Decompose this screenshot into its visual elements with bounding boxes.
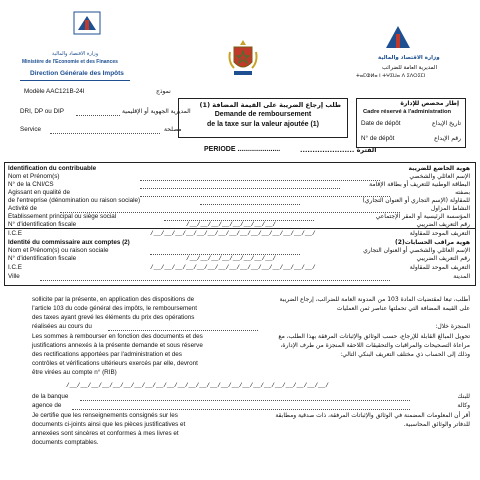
left-ministry-ar: وزارة الاقتصاد والمالية [52,51,99,57]
cac-ice-label-ar: التعريف الموحد للمقاولة [409,264,470,271]
agissant-field[interactable] [140,190,390,197]
activite-label-ar: النشاط المزاول [430,205,470,212]
certify-fr-line-4: documents comptables. [32,439,99,446]
nom-prenom-field[interactable] [140,174,380,181]
ice-boxes[interactable]: /__/__/__/__/__/__/__/__/__/__/__/__/__/__/__/ [150,230,316,237]
cni-label-ar: البطاقة الوطنية للتعريف أو بطاقة الإقامة [369,181,470,188]
certify-fr-line-3: annexées sont sincères et conformes à mes livres et [32,430,179,437]
body-fr-line-4: réalisées au cours du [32,323,92,330]
certify-ar-line-1: أقر أن المعلومات المضمنة في الوثائق والإثباتات المرفقة، ذات صدقية ومطابقة [275,412,470,419]
body-ar-line-5: مراعاة التصحيحات والمراقبات والتحقيقات اللاحقة المنجزة من طرف الإدارة، [280,342,470,349]
service-label: Service [20,126,41,133]
dgi-title: Direction Générale des Impôts [30,70,124,77]
body-fr-line-2: l'article 103 du code général des impôts, le remboursement [32,305,198,312]
ministry-logo-left [52,8,122,56]
banque-field[interactable] [80,394,410,401]
ville-label: Ville [8,273,20,280]
etablissement-label-ar: المؤسسة الرئيسية أو المقر الإجتماعي [375,213,470,220]
contribuable-title: Identification du contribuable [8,165,97,172]
ministry-logo-right [378,22,418,52]
agence-field[interactable] [72,403,410,410]
cni-label: N° de la CNI/CS [8,181,54,188]
admin-date-label-ar: تاريخ الإيداع [431,120,461,127]
entreprise-label-ar: للمقاولة (الإسم التجاري أو العنوان التجاري) [362,197,470,204]
admin-title-fr: Cadre réservé à l'administration [363,109,452,115]
ice-label-ar: التعريف الموحد للمقاولة [409,230,470,237]
body-fr-line-8: contrôles et vérifications ultérieurs exercés par elle, devront [32,360,198,367]
model-number: Modèle AAC121B-24I [24,88,85,95]
entreprise-label: de l'entreprise (dénomination ou raison sociale) [8,197,141,204]
cac-nom-label: Nom et Prénom(s) ou raison sociale [8,247,109,254]
cac-if-label: N° d'identification fiscale [8,255,77,262]
title-box [178,98,348,138]
body-fr-line-1: sollicite par la présente, en application des dispositions de [32,296,195,303]
if-label: N° d'identification fiscale [8,221,77,228]
certify-ar-line-2: للدفاتر والوثائق المحاسبية. [403,421,470,428]
agissant-label-ar: بصفته [455,189,470,196]
coat-of-arms-icon [228,38,258,78]
agissant-label: Agissant en qualité de [8,189,70,196]
commissaire-title-ar: هوية مراقب الحسابات(2) [395,239,470,246]
cni-field[interactable] [140,182,340,189]
body-fr-line-6: justifications annexés à la présente demande et sous réserve [32,342,203,349]
agence-label: agence de [32,402,62,409]
if-label-ar: رقم التعريف الضريبي [416,221,470,228]
model-label-ar: نموذج [156,88,171,95]
cac-if-label-ar: رقم التعريف الضريبي [416,255,470,262]
cac-ice-boxes[interactable]: /__/__/__/__/__/__/__/__/__/__/__/__/__/__/__/ [150,264,316,271]
periode-fr: PERIODE ...................... [204,146,281,153]
right-dgi-ar: المديرية العامة للضرائب [382,65,437,71]
service-dots [50,127,160,134]
agence-label-ar: وكالة [457,402,470,409]
body-ar-line-6: وذلك إلى الحساب ذي مختلف التعريف البنكي التالي: [340,351,470,358]
entreprise-field[interactable] [200,198,300,205]
dgi-underline [20,80,130,81]
admin-date-label: Date de dépôt [361,120,401,127]
admin-box [356,98,466,148]
activite-field[interactable] [60,206,400,213]
body-ar-line-4: تحويل المبالغ القابلة للإرجاع، حسب الوثائق والإثباتات المرفقة بهذا الطلب، مع [278,333,470,340]
body-ar-line-1: أطلب، تبعا لمقتضيات المادة 103 من المدونة العامة للضرائب، إرجاع الضريبة [279,296,470,303]
cac-nom-label-ar: الإسم العائلي والشخصي أو العنوان التجاري [363,247,470,254]
admin-num-label-ar: رقم الإيداع [434,135,461,142]
title-ar: طلب إرجاع الضريبة على القيمة المضافة (1) [199,101,341,109]
body-fr-line-7: des rectifications apportées par l'administration et des [32,351,182,358]
dri-label: DRI, DP ou DIP [20,108,64,115]
certify-fr-line-1: Je certifie que les renseignements consignés sur les [32,412,178,419]
commissaire-title: Identité du commissaire aux comptes (2) [8,239,130,246]
activite-label: Activité de [8,205,38,212]
nom-prenom-label-ar: الإسم العائلي والشخصي [409,173,470,180]
dri-dots [76,109,120,116]
body-fr-line-9: être virées au compte n° (RIB) [32,369,117,376]
right-ministry-ar: وزارة الاقتصاد والمالية [378,55,440,61]
etablissement-label: Etablissement principal ou siège social [8,213,117,220]
rib-boxes[interactable]: /__/__/__/__/__/__/__/__/__/__/__/__/__/__/__/__/__/__/__/__/__/__/__/__/ [66,382,329,389]
ville-field[interactable] [40,274,390,281]
body-fr-line-3: des taxes ayant grevé les éléments du prix des opérations [32,314,195,321]
periode-field[interactable] [108,324,258,331]
cac-ice-label: I.C.E [8,264,22,271]
etablissement-field[interactable] [164,214,314,221]
left-ministry-fr: Ministère de l'Economie et des Finances [22,59,118,65]
body-ar-line-2: على القيمة المضافة التي تحملتها عناصر ثمن العمليات [336,305,470,312]
cac-if-boxes[interactable]: /__/__/__/__/__/__/__/__/ [186,255,277,262]
service-label-ar: مصلحة [164,126,182,133]
periode-ar: الفترة ...................... [300,146,377,154]
ice-label: I.C.E [8,230,22,237]
right-tifinagh: ⵜⴰⵎⵀⵍⴰ ⵏ ⵜⵖⵉⵡⴰ ⴷ ⵉⴷⵔⵉⵎⵏ [356,73,426,79]
certify-fr-line-2: documents ci-joints ainsi que les pièces justificatives et [32,421,186,428]
body-fr-line-5: Les sommes à rembourser en fonction des documents et des [32,333,203,340]
body-ar-line-3: المنجزة خلال: [435,323,470,330]
title-fr-2: de la taxe sur la valeur ajoutée (1) [206,121,320,128]
admin-num-label: N° de dépôt [361,135,395,142]
title-fr-1: Demande de remboursement [214,111,312,118]
banque-label-ar: للبنك [457,393,470,400]
banque-label: de la banque [32,393,69,400]
nom-prenom-label: Nom et Prénom(s) [8,173,60,180]
ville-label-ar: المدينة [453,273,470,280]
admin-title-ar: إطار مخصص للإدارة [400,100,459,107]
if-boxes[interactable]: /__/__/__/__/__/__/__/__/ [186,221,277,228]
dri-label-ar: المديرية الجهوية أو الإقليمية [122,108,191,115]
contribuable-title-ar: هوية الخاضع للضريبة [408,165,470,172]
cac-nom-field[interactable] [150,248,300,255]
